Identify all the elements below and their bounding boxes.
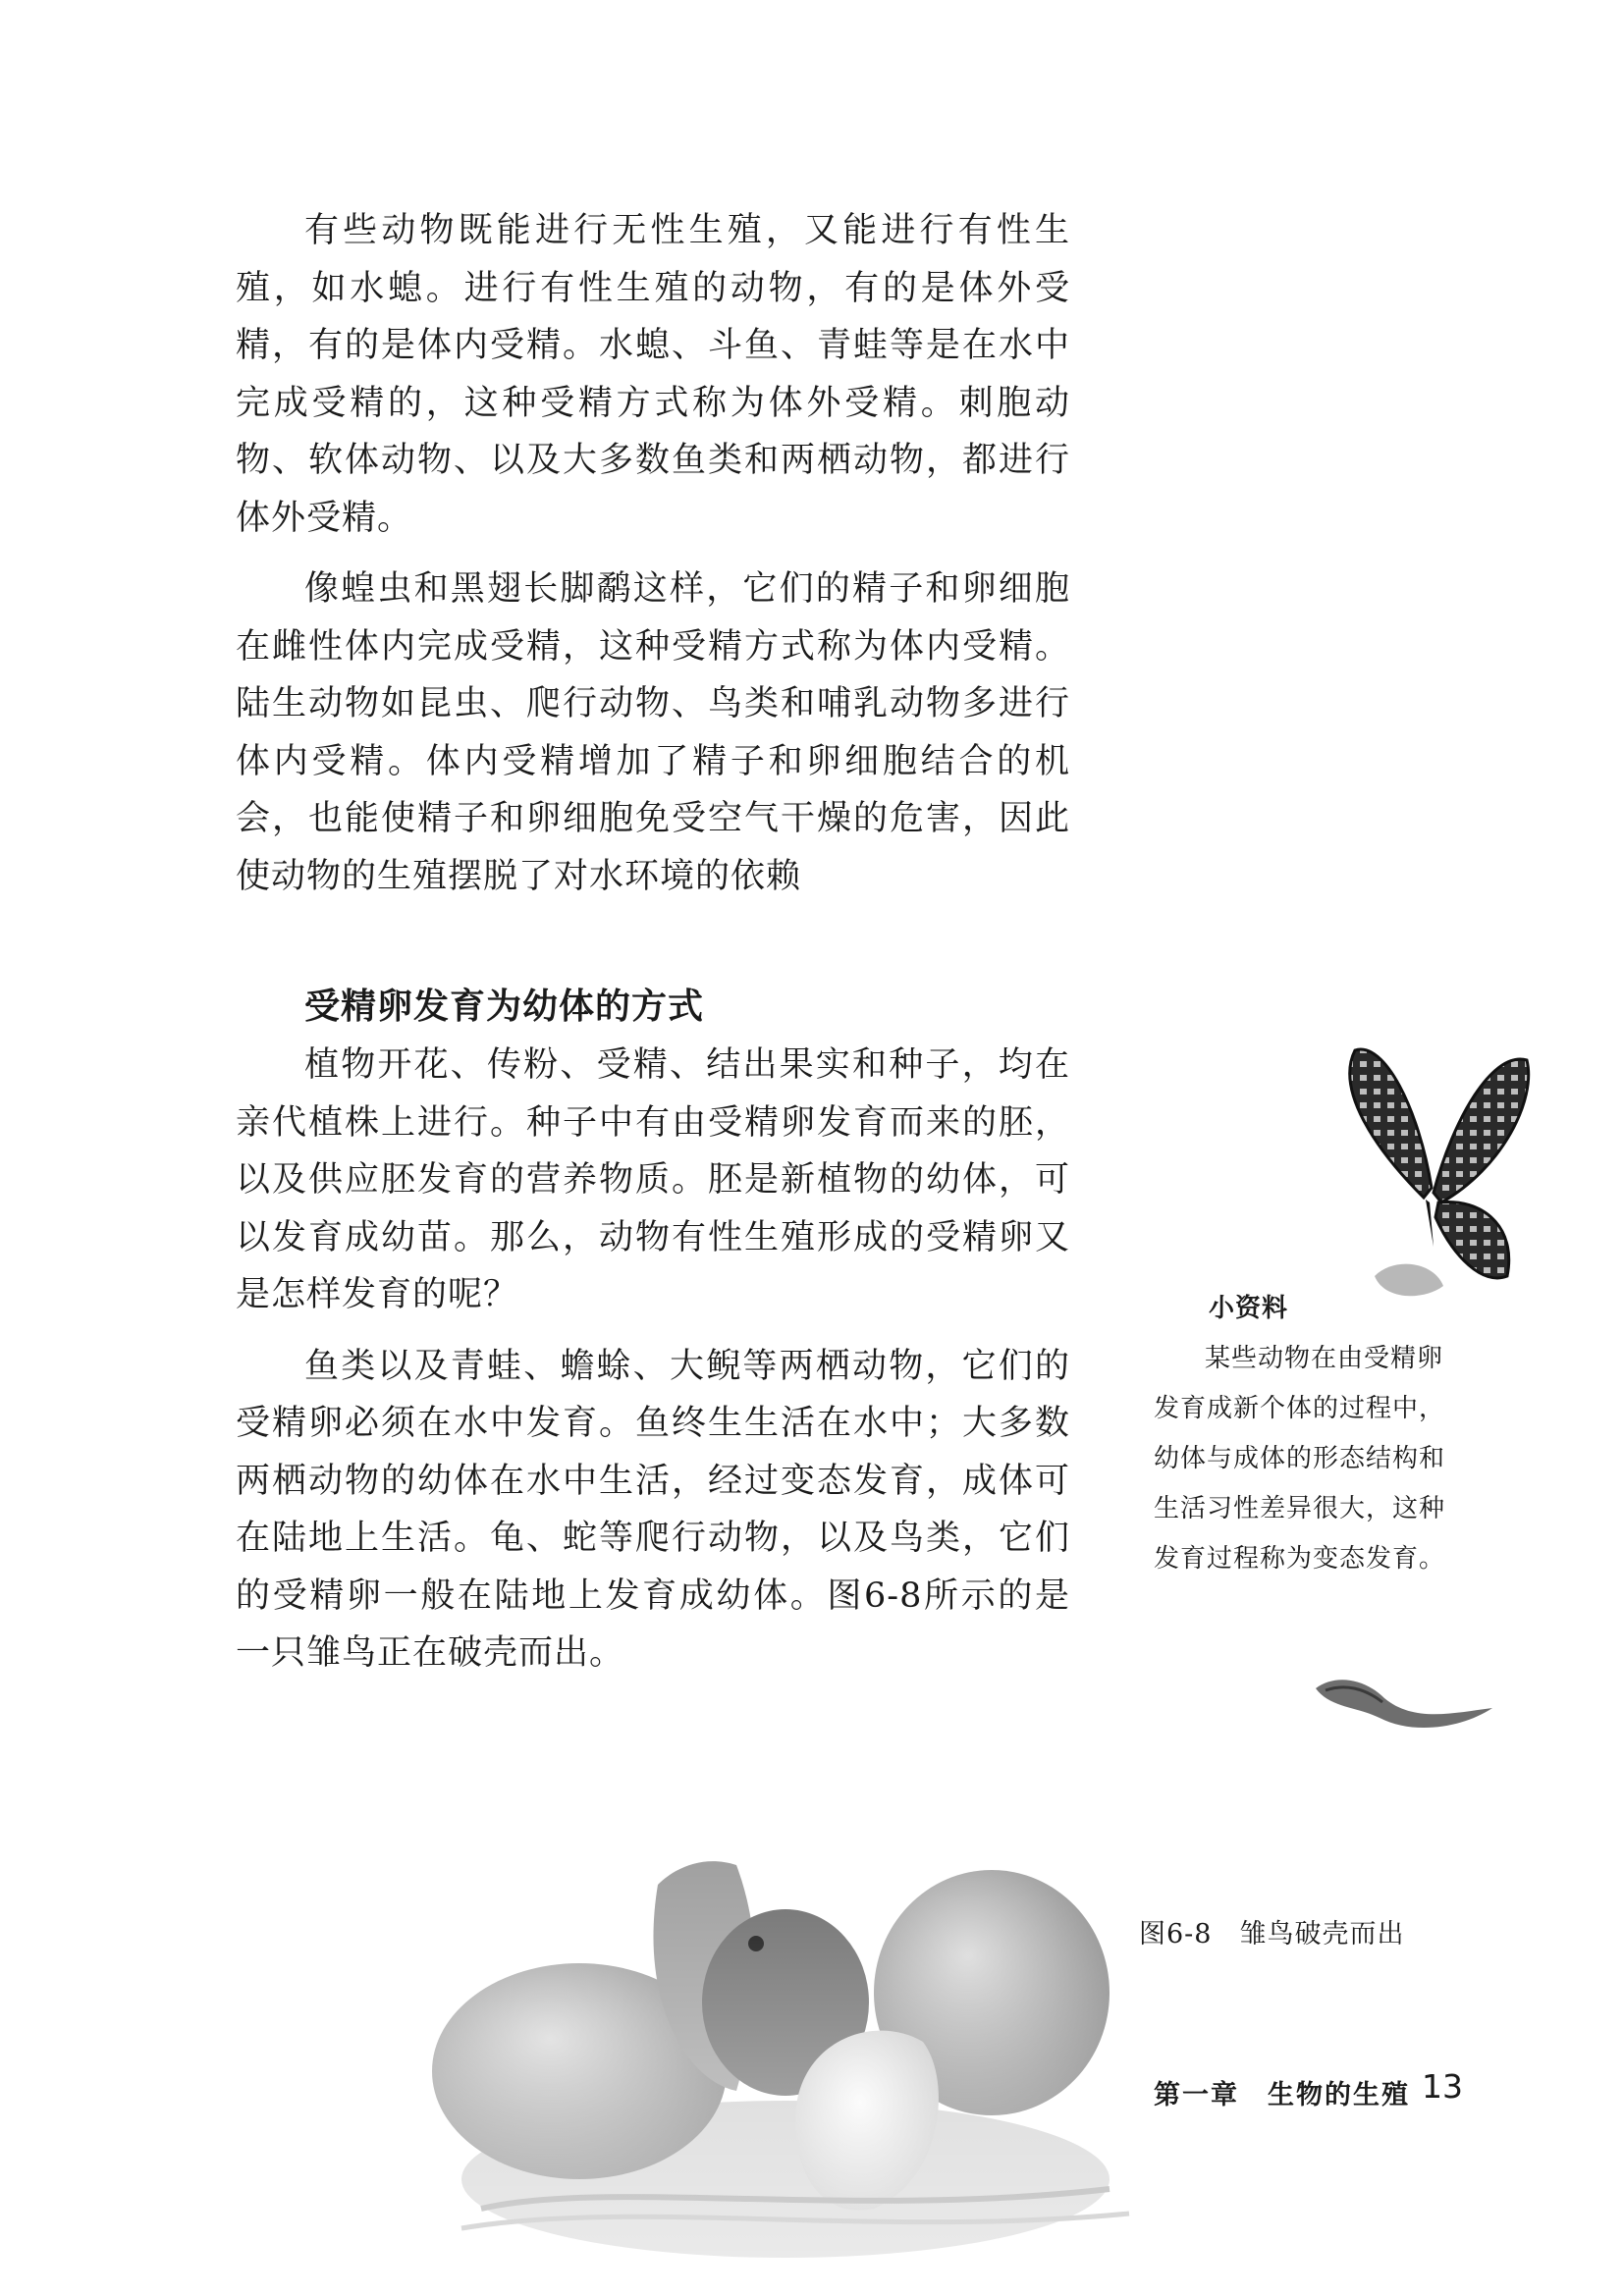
larva-illustration	[1306, 1669, 1502, 1737]
butterfly-illustration	[1316, 1031, 1551, 1325]
figure-caption: 图6-8 雏鸟破壳而出	[1139, 1919, 1405, 1949]
paragraph-external-fertilization: 有些动物既能进行无性生殖，又能进行有性生殖，如水螅。进行有性生殖的动物，有的是体外受精，有的是体内受精。水螅、斗鱼、青蛙等是在水中完成受精的，这种受精方式称为体外受精。刺胞动物、软体动物、以及大多数鱼类和两栖动物，都进行体外受精。	[236, 211, 1070, 538]
section-heading: 受精卵发育为幼体的方式	[304, 987, 705, 1027]
paragraph-internal-fertilization: 像蝗虫和黑翅长脚鹬这样，它们的精子和卵细胞在雌性体内完成受精，这种受精方式称为体内受精。陆生动物如昆虫、爬行动物、鸟类和哺乳动物多进行体内受精。体内受精增加了精子和卵细胞结合的机会，也能使精子和卵细胞免受空气干燥的危害，因此使动物的生殖摆脱了对水环境的依赖	[236, 569, 1070, 896]
chapter-footer: 第一章 生物的生殖	[1154, 2080, 1410, 2110]
sidebar-title: 小资料	[1209, 1294, 1289, 1323]
sidebar-body: 某些动物在由受精卵发育成新个体的过程中，幼体与成体的形态结构和生活习性差异很大，这种发育过程称为变态发育。	[1154, 1344, 1446, 1574]
page-number: 13	[1422, 2067, 1463, 2106]
paragraph-animal-development: 鱼类以及青蛙、蟾蜍、大鲵等两栖动物，它们的受精卵必须在水中发育。鱼终生生活在水中；大多数两栖动物的幼体在水中生活，经过变态发育，成体可在陆地上生活。龟、蛇等爬行动物，以及鸟类，它们的受精卵一般在陆地上发育成幼体。图6-8所示的是一只雏鸟正在破壳而出。	[236, 1346, 1070, 1673]
sidebar-note	[1154, 1284, 1468, 1584]
paragraph-plant-development: 植物开花、传粉、受精、结出果实和种子，均在亲代植株上进行。种子中有由受精卵发育而来的胚，以及供应胚发育的营养物质。胚是新植物的幼体，可以发育成幼苗。那么，动物有性生殖形成的受精卵又是怎样发育的呢？	[236, 1045, 1070, 1314]
main-text	[236, 202, 1070, 1682]
hatching-chick-photo	[363, 1826, 1208, 2287]
